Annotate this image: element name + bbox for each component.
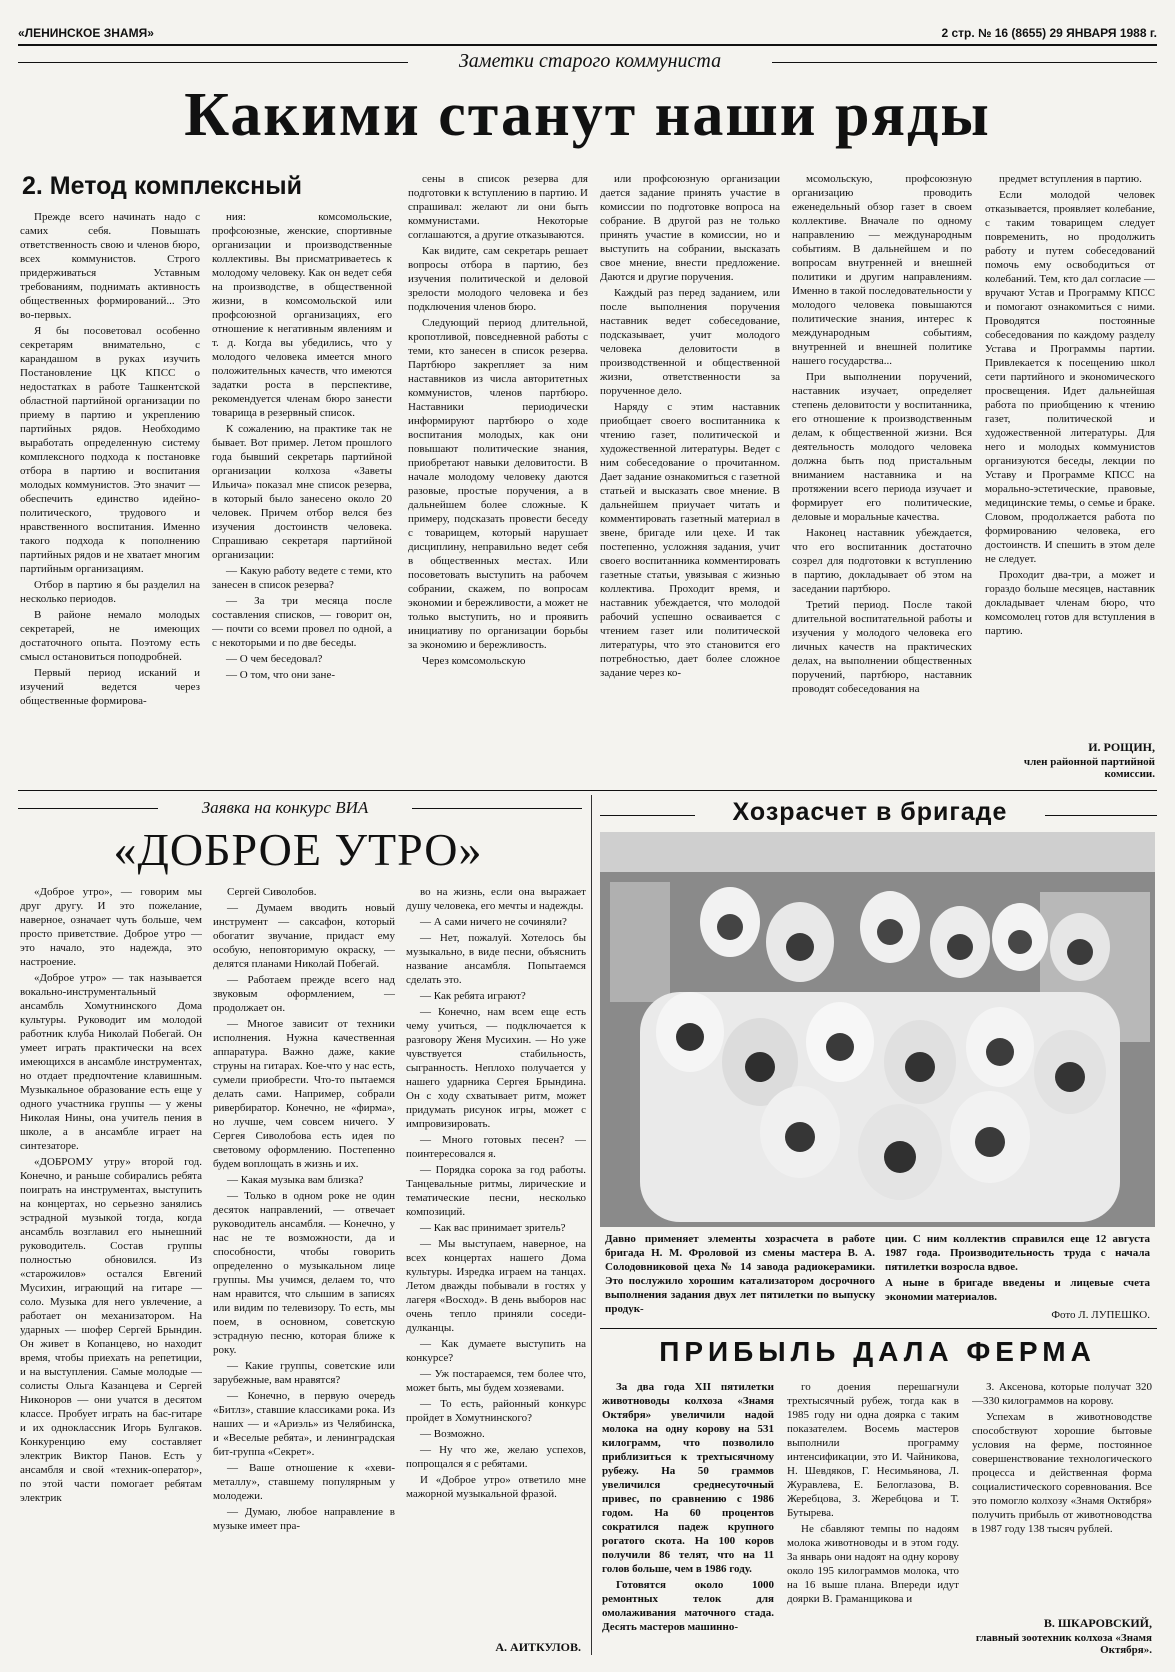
photo-caption-left: Давно применяет элементы хозрасчета в работе бригада Н. М. Фроловой из смены мастера В. А. Солодовниковой цеха № 14 завода радиокерамики. Это послужило хорошим катализатором досрочного выполнения задания двух лет пятилетки по выпуску продук- [605,1233,875,1315]
article1-column-3: сены в список резерва для подготовки к вступлению в партию. И спрашивал: желают ли они быть коммунистами. Некоторые соглашаются, а другие отказываются. Как видите, сам секретарь решает вопросы отбора в партию, без изучения политической и деловой зрелости молодого человека и без подключения членов бюро. Следующий период длительной, кропотливой, повседневной работы с теми, кто занесен в список резерва. Партбюро закрепляет за ним наставников из числа авторитетных коммунистов, членов партбюро. Наставники периодически информируют партбюро о ходе воспитания молодых, как они повышают политические знания, приобретают навыки деловитости. В начале молодому человеку даются разовые, простые поручения, а в дальнейшем более сложные. К примеру, подсказать провести беседу с товарищем, который нарушает дисциплину, неправильно ведет себя в общественных местах. Или посоветовать выступить на рабочем собрании, скажем, по вопросам экономии и бережливости, а может не только выступить, но и проявить инициативу по организации борьбы за экономию и бережливость. Через комсомольскую [408,173,588,667]
article4-column-3: З. Аксенова, которые получат 320—330 килограммов на корову. Успехам в животноводстве способствуют хорошие бытовые условия на ферме, постоянное совершенствование технологического процесса и действенная форма социалистического соревнования. Все это помогло колхозу «Знамя Октября» получить прибыль от животноводства в 1987 году 138 тысяч рублей. [972,1381,1152,1535]
rubric-rule-right [772,62,1157,63]
article2-column-3: во на жизнь, если она выражает душу человека, его мечты и надежды. — А сами ничего не сочиняли? — Нет, пожалуй. Хотелось бы музыкально, в виде песни, объяснить название ансамбля. Попытаемся сделать это. — Как ребята играют? — Конечно, нам всем еще есть чему учиться, — подключается к разговору Женя Мусихин. — Но уже чувствуется стабильность, сыгранность. Неплохо получается у нашего ударника Сергея Брындина. Он с ходу схватывает ритм, может придумать рисунок игры, может с импровизировать. — Много готовых песен? — поинтересовался я. — Порядка сорока за год работы. Танцевальные ритмы, лирические и тематические песни, несколько композиций. — Как вас принимает зритель? — Мы выступаем, наверное, на всех концертах нашего Дома культуры. Изредка играем на танцах. Летом дважды побывали в гостях у лагеря «Восход». В день выборов нас очень тепло приняли соседи-дулканцы. — Как думаете выступить на конкурсе? — Уж постараемся, тем более что, может быть, мы будем хозяевами. — То есть, районный конкурс пройдет в Хомутнинского? — Возможно. — Ну что же, желаю успехов, попрощался я с ребятами. И «Доброе утро» ответило мне мажорной музыкальной фразой. [406,886,586,1500]
header-rule [18,44,1157,46]
column-divider [591,795,592,1655]
rubric-rule-left [18,62,408,63]
newspaper-name: «ЛЕНИНСКОЕ ЗНАМЯ» [18,26,154,40]
rubric: Заметки старого коммуниста [458,50,722,72]
brigade-photo [600,832,1155,1227]
article4-column-1: За два года XII пятилетки животноводы колхоза «Знамя Октября» увеличили надой молока на одну корову на 531 килограмм, что позволило приблизиться к трехтысячному рубежу. На 50 граммов увеличился среднесуточный привес, по сравнению с 1986 годом. На 60 процентов сократился падеж крупного рогатого скота. На 100 коров получили 86 телят, что на 11 голов больше, чем в 1986 году. Готовятся около 1000 ремонтных телок для омолаживания маточного стада. Десять мастеров машинно- [602,1381,774,1633]
article2-rubric-rule-left [18,808,158,809]
article2-signature: А. АИТКУЛОВ. [495,1640,581,1654]
article2-title: «ДОБРОЕ УТРО» [113,824,483,875]
photo-credit: Фото Л. ЛУПЕШКО. [1051,1309,1150,1321]
article1-column-1: Прежде всего начинать надо с самих себя. Повышать ответственность свою и членов бюро, всех коммунистов. Строго придерживаться Уставным требованиям, поднимать активность общественных формирований... Это во-первых. Я бы посоветовал особенно секретарям внимательно, с карандашом в руках изучить Постановление ЦК КПСС о недостатках в работе Ташкентской областной партийной организации по приему в партию и укреплению партийных рядов. Необходимо выработать определенную систему комплексного подхода к постановке отбора в партию и воспитания молодых коммунистов. Это значит — обеспечить единство идейно-политического, трудового и нравственного воспитания. Именно такого подхода к пополнению партийных рядов и не хватает многим партийным организациям. Отбор в партию я бы разделил на несколько периодов. В районе немало молодых секретарей, не имеющих достаточного опыта. Поэтому есть смысл остановиться поподробней. Первый период исканий и изучений ведется через общественные формирова- [20,211,200,707]
article1-signature-title: член районной партийной комиссии. [1023,756,1155,780]
article1-column-5: мсомольскую, профсоюзную организацию проводить еженедельный обзор газет в своем коллективе. Вначале по одному направлению — международным событиям. В дальнейшем и по вопросам внутренней и внешней политики и другим направлениям. Именно в такой последовательности у молодого человека повышаются политические знания, интерес к международным событиям, внутренней и внешней политике нашего государства... При выполнении поручений, наставник изучает, определяет степень деловитости у воспитанника, его отношение к производственным делам, к общественной жизни. Вся деятельность молодого человека должна быть под пристальным вниманием наставника и на протяжении всего периода изучает и формирует его политические, деловые и моральные качества. Наконец наставник убеждается, что его воспитанник достаточно созрел для подготовки к вступлению в партию, докладывает об этом на заседании партбюро. Третий период. После такой длительной воспитательной работы и изучения у молодого человека его личных качеств на практических делах, на выполнении общественных поручений, партбюро, наставник проводят собеседования на [792,173,972,695]
subheadline: 2. Метод комплексный [22,172,302,200]
section-divider [18,790,1157,791]
article2-column-1: «Доброе утро», — говорим мы друг другу. И это пожелание, наверное, означает чуть больше, чем просто приветствие. Доброе утро — это начало, это надежда, это настроение. «Доброе утро» — так называется вокально-инструментальный ансамбль Хомутнинского Дома культуры. Руководит им молодой работник клуба Николай Побегай. Он умеет играть практически на всех имеющихся в ансамбле инструментах, но отдает предпочтение клавишным. Музыкальное образование есть еще у одного участника группы — у жены Николая Нины, она учитель пения в школе, а в ансамбле играет на синтезаторе. «ДОБРОМУ утру» второй год. Конечно, и раньше собирались ребята поиграть на инструментах, выступить на концертах, но серьезно занялись эстрадной музыкой тогда, когда ансамбль возглавил его нынешний руководитель. Состав группы полностью обновился. Из «старожилов» остался Евгений Мусихин, играющий на гитаре — соло. Музыка для него увлечение, а работает он механизатором. На ударных — шофер Сергей Брындин. Он живет в Копанцево, но находит время, чтобы приехать на репетиции, и на выступления. Самые молодые — солисты Ольга Казанцева и Сергей Никоноров — они учатся в десятом классе. Пробует играть на бас-гитаре и их одноклассник Игорь Булгаков. Конкуренцию ему составляет электрик Виктор Панов. Есть у ансамбля и свой «техник-оператор», по этой части помогает ребятам электрик [20,886,202,1504]
article1-column-4: или профсоюзную организации дается задание принять участие в комиссии по подготовке вопроса на собрание. В другой раз не только принять участие в комиссии, но и выступить на собрании, высказать свое мнение, внести предложение. Даются и другие поручения. Каждый раз перед заданием, или после выполнения поручения наставник ведет собеседование, подсказывает, учит молодого человека деловитости в производственной и общественной жизни, ответственности за порученное дело. Наряду с этим наставник приобщает своего воспитанника к чтению газет, политической и художественной литературы. Ведет с ним собеседование о прочитанном. Дает задание ознакомиться с газетной статьей и высказать свое мнение. В дальнейшем приучает читать и комментировать газетный материал в звене, бригаде или цехе. И так постепенно, усложняя задания, учит своего воспитанника комментировать газетные статьи, увязывая с жизнью коллектива. Проходит время, и наставник убеждается, что молодой рабочий успешно осваивается с чтением газет или политической литературы, что это становится его потребностью, дает более сложное задание через ко- [600,173,780,679]
article2-column-2: Сергей Сиволобов. — Думаем вводить новый инструмент — саксафон, который обогатит звучание, придаст ему особую, неповторимую окраску, — делятся планами Николай Побегай. — Работаем прежде всего над звуковым оформлением, — продолжает он. — Многое зависит от техники исполнения. Нужна качественная аппаратура. Важно даже, какие струны на гитарах. Кое-что у нас есть, сумели приобрести. Что-то пытаемся делать сами. Например, собрали ривербиратор. Конечно, не «фирма», но лучше, чем совсем ничего. У Сергея Сиволобова есть идея по световому оформлению. Постепенно будем воплощать в жизнь и их. — Какая музыка вам близка? — Только в одном роке не один десяток направлений, — отвечает руководитель ансамбля. — Конечно, у нас не те возможности, да и способности, чтобы говорить определенно о музыкальном лице группы. Мы учимся, делаем то, что нам нравится, что слышим в записях или видим по телевизору. То есть, мы поем, в основном, советскую эстрадную песню, которая ближе к року. — Какие группы, советские или зарубежные, вам нравятся? — Конечно, в первую очередь «Битлз», ставшие классиками рока. Из наших — и «Ариэль» из Челябинска, и «Веселые ребята», и ленинградская бит-группа «Секрет». — Ваше отношение к «хеви-металлу», ставшему популярным у молодежи. — Думаю, любое направление в музыке имеет пра- [213,886,395,1532]
photo-caption-right: ции. С ним коллектив справился еще 12 августа 1987 года. Производительность труда с начала пятилетки возросла вдвое. А ныне в бригаде введены и лицевые счета экономии материалов. [885,1233,1150,1303]
article1-column-6: предмет вступления в партию. Если молодой человек отказывается, проявляет колебание, с таким товарищем следует повременить, но продолжить работу и путем собеседований помочь ему освободиться от колебаний. Тем, кто дал согласие — вручают Устав и Программу КПСС и помогают ознакомиться с ними. Проводятся постоянные собеседования по каждому разделу Устава и Программы партии. Привлекается к посещению школ сети партийного и экономического просвещения. Идет дальнейшая работа по приобщению к чтению газет, политической и художественной литературы. Для него и молодых коммунистов организуются беседы, лекции по Уставу и Программе КПСС на морально-эстетические, правовые, медицинские темы, о семье и браке. Словом, продолжается работа по формированию человека, его достоинств. И спешить в этом деле не следует. Проходит два-три, а может и гораздо больше месяцев, наставник докладывает членам бюро, что комсомолец готов для вступления в партию. [985,173,1155,637]
article4-title: ПРИБЫЛЬ ДАЛА ФЕРМА [659,1336,1096,1367]
article3-title-rule-right [1045,815,1157,816]
article4-column-2: го доения перешагнули трехтысячный рубеж, тогда как в 1985 году ни одна доярка с таким показателем. Восемь мастеров выполнили программу интенсификации, это И. Чайникова, Н. Шевдяков, Г. Несимьянова, Л. Журавлева, Е. Белоглазова, В. Жеребцова, З. Жеребцова и Т. Бутырева. Не сбавляют темпы по надоям молока животноводы и в этом году. За январь они надоят на одну корову около 195 килограммов молока, что на 16 выше плана. Впереди идут доярки В. Граманщикова и [787,1381,959,1605]
article3-title-rule-left [600,815,695,816]
article1-column-2: ния: комсомольские, профсоюзные, женские, спортивные организации и производственные коллективы. Вы присматриваетесь к молодому человеку. Как он ведет себя на производстве, в общественной жизни, в комсомольской или профсоюзной организациях, его отношение к негативным явлениям и т. д. Когда вы убедились, что у молодого человека имеется много положительных качеств, что имеются задатки роста в перспективе, рекомендуется членам бюро занести товарища в резервный список. К сожалению, на практике так не бывает. Вот пример. Летом прошлого года бывший секретарь партийной организации колхоза «Заветы Ильича» показал мне список резерва, в который было занесено около 20 человек. Причем отбор велся без изучения достоинств человека. Спрашиваю секретаря партийной организации: — Какую работу ведете с теми, кто занесен в список резерва? — За три месяца после составления списков, — говорит он, — почти со всеми провел по одной, а с некоторыми и по две беседы. — О чем беседовал? — О том, что они зане- [212,211,392,681]
article1-signature: И. РОЩИН, [1088,740,1155,754]
article4-signature-title: главный зоотехник колхоза «Знамя Октября». [975,1632,1152,1656]
headline: Какими станут наши ряды [184,81,991,149]
article4-signature: В. ШКАРОВСКИЙ, [1043,1616,1152,1630]
article4-divider [600,1328,1157,1329]
issue-info: 2 стр. № 16 (8655) 29 ЯНВАРЯ 1988 г. [941,26,1157,40]
article2-rubric-rule-right [412,808,582,809]
article2-rubric: Заявка на конкурс ВИА [201,798,369,817]
article3-title: Хозрасчет в бригаде [732,798,1008,826]
